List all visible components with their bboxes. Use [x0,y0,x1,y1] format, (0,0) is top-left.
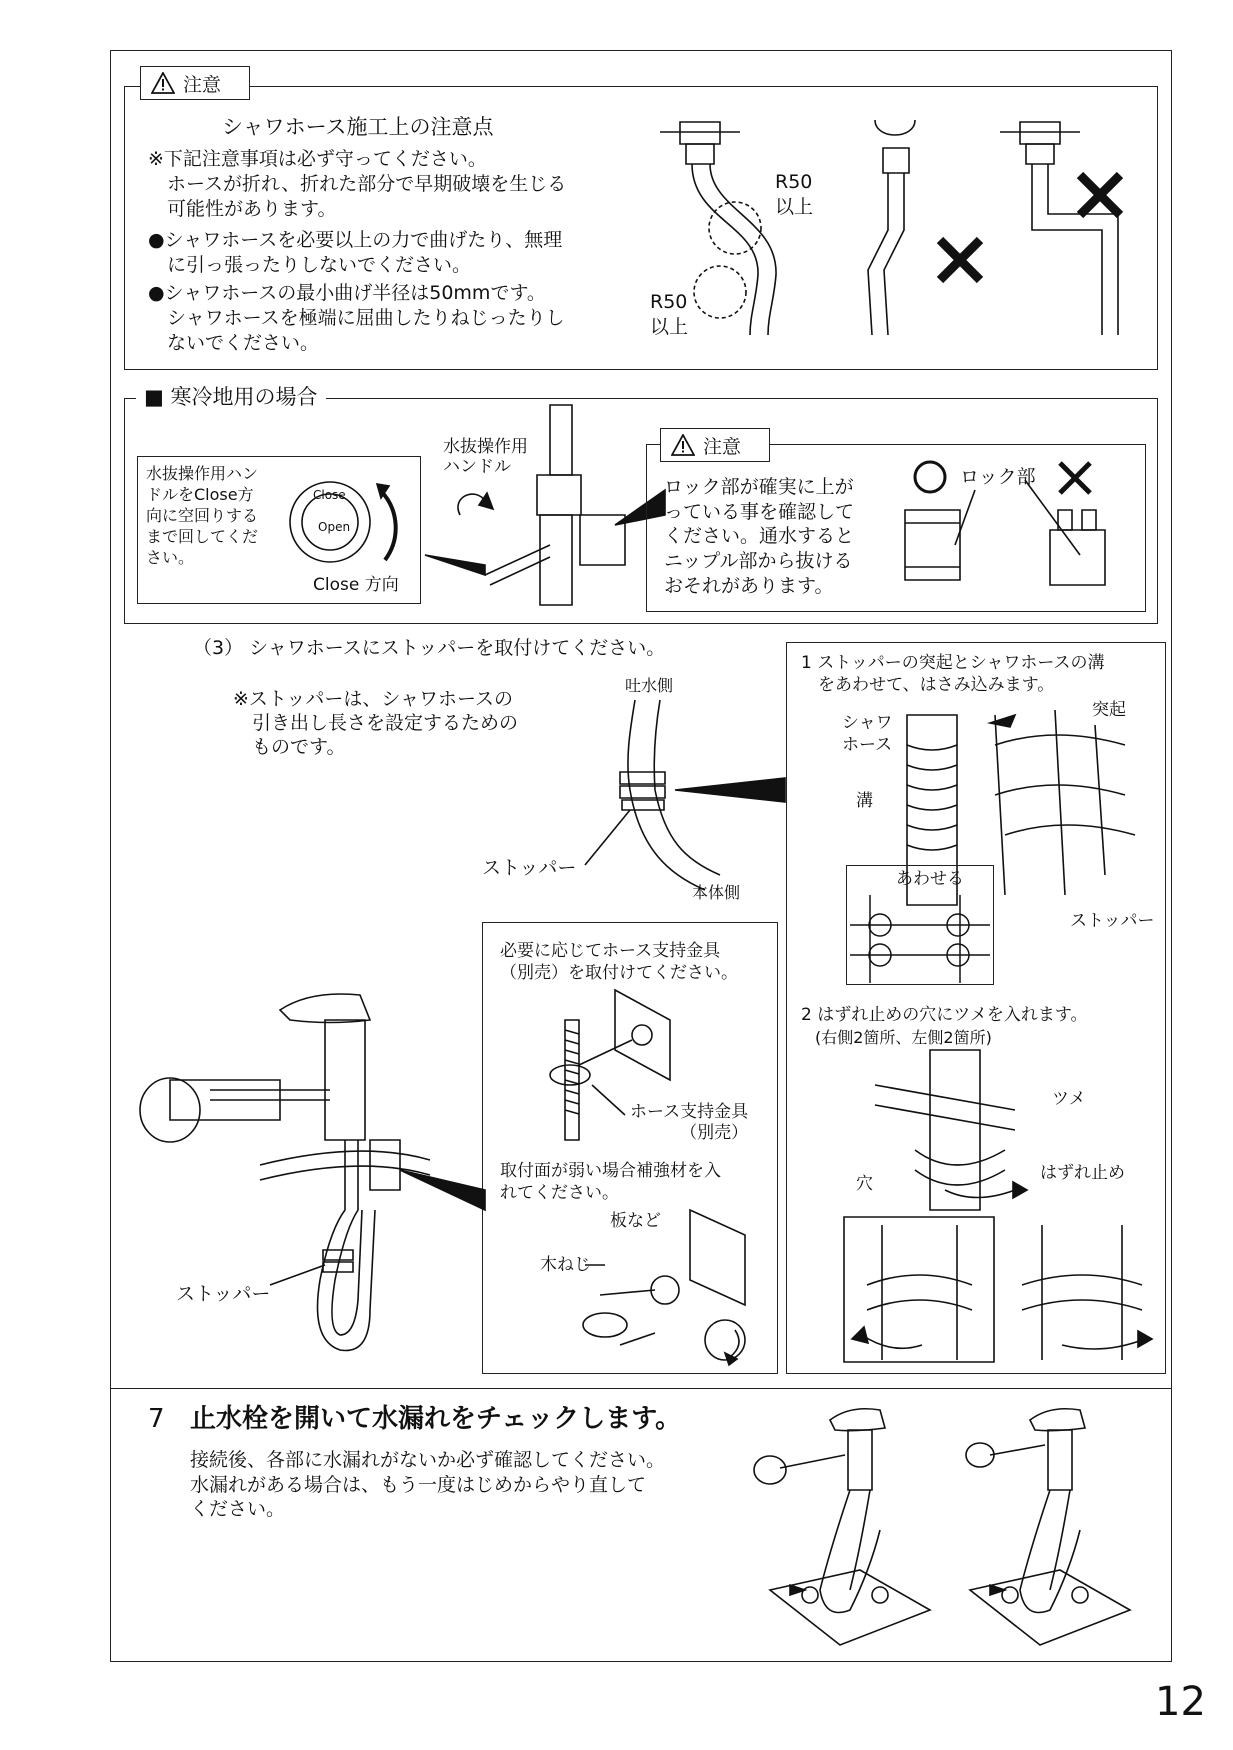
stopper-label-3: ストッパー [176,1283,271,1305]
caution-label-text: 注意 [183,73,222,96]
hose-bend-illustrations [640,110,1140,350]
shower-hose-label: シャワ ホース [842,713,893,756]
detail-step2-sub: (右側2箇所、左側2箇所) [815,1028,992,1047]
lock-caution-label [660,428,770,462]
caution-bullet-1: ●シャワホースを必要以上の力で曲げたり、無理 に引っ張ったりしないでください。 [148,229,563,277]
step7-number: 7 [148,1404,165,1434]
stopper-hose-illustration [575,700,785,900]
detail-step2: 2 はずれ止めの穴にツメを入れます。 [801,1005,1088,1025]
protrusion-label: 突起 [1092,700,1126,720]
step7-title: 止水栓を開いて水漏れをチェックします。 [190,1404,682,1434]
reinforce-illustration [565,1205,765,1365]
lock-part-label: ロック部 [960,466,1036,488]
bracket-note: 必要に応じてホース支持金具 （別売）を取付けてください。 [500,941,738,984]
retainer-illustration [855,1050,1055,1210]
knob-open-text: Open [318,520,351,534]
caution-bullet-2: ●シャワホースの最小曲げ半径は50mmです。 シャワホースを極端に屈曲したりねじったりし ないでください。 [148,282,565,355]
bracket-illustration [540,990,680,1140]
retainer-label: はずれ止め [1040,1163,1125,1183]
stopper-label-1: ストッパー [482,857,577,879]
hole-label: 穴 [856,1174,873,1194]
close-direction-label: Close 方向 [313,575,399,595]
reinforce-note: 取付面が弱い場合補強材を入 れてください。 [500,1161,721,1204]
page-number: 12 [1155,1679,1206,1725]
leak-check-illustration [750,1400,1160,1650]
lock-compare-illustration [900,455,1140,595]
cold-region-heading: ■ 寒冷地用の場合 [136,384,326,412]
caution-label [140,66,250,100]
stopper-label-2: ストッパー [1070,911,1155,931]
step3-instruction: （3） シャワホースにストッパーを取付けてください。 [193,637,666,659]
r50-bottom-label: R50 以上 [650,291,689,339]
knob-close-text: Close [313,488,346,502]
body-side-label: 本体側 [692,883,741,902]
detail-step1: 1 ストッパーの突起とシャワホースの溝 をあわせて、はさみ込みます。 [801,653,1105,696]
r50-top-label: R50 以上 [775,171,814,219]
caution-title: シャワホース施工上の注意点 [222,115,494,139]
align-label: あわせる [896,869,964,889]
handle-note-text: 水抜操作用ハン ドルをClose方 向に空回りする まで回してくだ さい。 [146,464,259,568]
lock-caution-label-text: 注意 [703,435,742,458]
drain-handle-label: 水抜操作用 ハンドル [443,437,528,478]
caution-note: ※下記注意事項は必ず守ってください。 ホースが折れ、折れた部分で早期破壊を生じる 可能性があります。 [148,148,567,221]
bracket-label: ホース支持金具 （別売） [630,1102,749,1144]
warning-icon [671,434,695,456]
wood-screw-label: 木ねじ [540,1255,591,1275]
lock-caution-text: ロック部が確実に上が っている事を確認して ください。通水すると ニップル部から抜ける おそれがあります。 [664,476,855,597]
align-detail-illustration [850,895,990,983]
claw-label: ツメ [1052,1089,1086,1109]
drain-valve-illustration [425,405,640,615]
faucet-stopper-illustration [130,980,480,1360]
outlet-side-label: 吐水側 [625,676,674,695]
step7-divider [110,1388,1172,1389]
step7-body: 接続後、各部に水漏れがないか必ず確認してください。 水漏れがある場合は、もう一度はじめからやり直して ください。 [190,1449,666,1521]
groove-label: 溝 [856,791,873,811]
board-label: 板など [610,1211,661,1231]
step3-note: ※ストッパーは、シャワホースの 引き出し長さを設定するための ものです。 [233,688,519,758]
retainer-steps-illustration [842,1215,1160,1365]
warning-icon [151,72,175,94]
